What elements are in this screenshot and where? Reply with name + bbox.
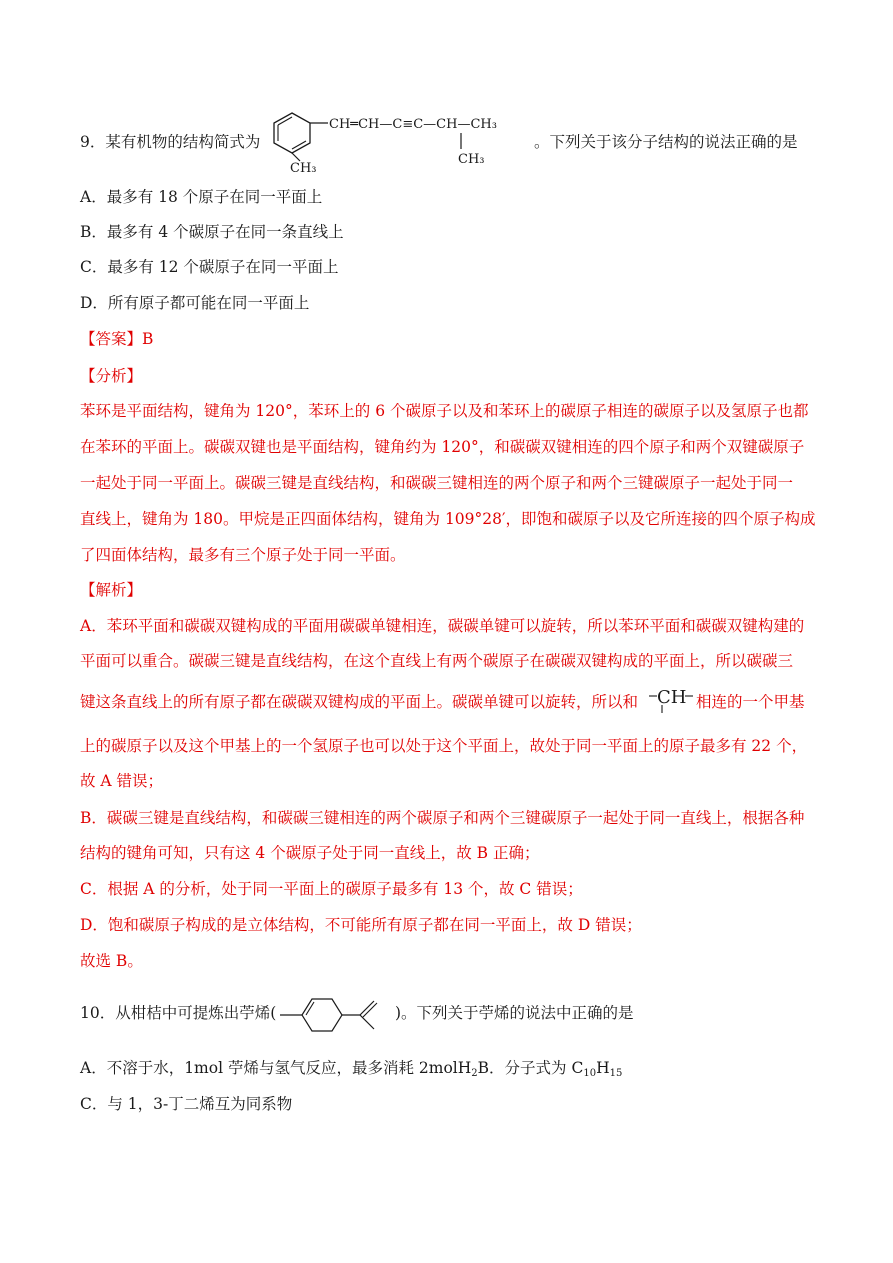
q10-option-a-sub: 2: [471, 1068, 478, 1079]
explanation-line: 故选 B。: [80, 952, 143, 970]
q10-option-c: C．与 1，3-丁二烯互为同系物: [80, 1095, 293, 1113]
q10-option-b: B．分子式为 C: [477, 1059, 584, 1077]
q9-option-a: A．最多有 18 个原子在同一平面上: [80, 188, 323, 206]
ring-methyl: CH₃: [290, 161, 317, 175]
explanation-line: D．饱和碳原子构成的是立体结构，不可能所有原子都在同一平面上，故 D 错误；: [80, 916, 642, 934]
analysis-line: 了四面体结构，最多有三个原子处于同一平面。: [80, 546, 406, 564]
answer-label: 【答案】: [80, 330, 143, 348]
explanation-line: C．根据 A 的分析，处于同一平面上的碳原子最多有 13 个，故 C 错误；: [80, 880, 583, 898]
limonene-structure: [278, 996, 390, 1038]
analysis-line: 在苯环的平面上。碳碳双键也是平面结构，键角约为 120°，和碳碳双键相连的四个原子和两个双键碳原子: [80, 438, 805, 456]
q10-options-ab: [80, 1058, 622, 1084]
q9-option-b: B．最多有 4 个碳原子在同一条直线上: [80, 223, 344, 241]
cyclohexene-ring: [302, 999, 342, 1031]
benzene-ring: [274, 113, 310, 153]
q9-structure-formula: [262, 103, 532, 179]
analysis-label: 【分析】: [80, 367, 143, 385]
q10-option-b-sub2: 15: [609, 1068, 623, 1079]
q9-option-c: C．最多有 12 个碳原子在同一平面上: [80, 258, 339, 276]
analysis-line: 苯环是平面结构，键角为 120°，苯环上的 6 个碳原子以及和苯环上的碳原子相连的碳原子以及氢原子也都: [80, 402, 809, 420]
chain-text: CH═CH—C≡C—CH—CH₃: [329, 117, 497, 132]
q10-option-a: A．不溶于水，1mol 苧烯与氢气反应，最多消耗 2molH: [80, 1059, 472, 1077]
q10-option-b-mid: H: [596, 1059, 610, 1077]
explanation-line: 平面可以重合。碳碳三键是直线结构，在这个直线上有两个碳原子在碳碳双键构成的平面上，所以碳碳三: [80, 652, 794, 670]
inline-ch-group: [647, 683, 697, 721]
answer-row: [80, 329, 153, 349]
q10-option-b-sub1: 10: [583, 1068, 597, 1079]
explanation-line: 故 A 错误；: [80, 772, 164, 790]
explanation-label: 【解析】: [80, 581, 143, 599]
q10-stem-suffix: )。下列关于苧烯的说法中正确的是: [395, 1004, 634, 1022]
explanation-line: 结构的键角可知，只有这 4 个碳原子处于同一直线上，故 B 正确；: [80, 844, 540, 862]
explanation-line: 键这条直线上的所有原子都在碳碳双键构成的平面上。碳碳单键可以旋转，所以和: [80, 693, 639, 711]
explanation-line: 上的碳原子以及这个甲基上的一个氢原子也可以处于这个平面上，故处于同一平面上的原子最多有 22 个，: [80, 737, 808, 755]
analysis-line: 一起处于同一平面上。碳碳三键是直线结构，和碳碳三键相连的两个原子和两个三键碳原子一起处于同一: [80, 474, 794, 492]
q9-stem-prefix: 9．某有机物的结构简式为: [80, 133, 261, 151]
ch-label: CH: [657, 687, 687, 708]
q9-stem-suffix: 。下列关于该分子结构的说法正确的是: [534, 133, 798, 151]
q10-stem-prefix: 10．从柑桔中可提炼出苧烯(: [80, 1004, 277, 1022]
explanation-line: A．苯环平面和碳碳双键构成的平面用碳碳单键相连，碳碳单键可以旋转，所以苯环平面和碳碳双键构建的: [80, 617, 805, 635]
explanation-line: B．碳碳三键是直线结构，和碳碳三键相连的两个碳原子和两个三键碳原子一起处于同一直线上，根据各种: [80, 809, 805, 827]
answer-value: B: [142, 330, 154, 348]
analysis-line: 直线上，键角为 180。甲烷是正四面体结构，键角为 109°28′，即饱和碳原子以及它所连接的四个原子构成: [80, 510, 816, 528]
explanation-line: 相连的一个甲基: [696, 693, 805, 711]
branch-methyl: CH₃: [458, 152, 485, 167]
q9-option-d: D．所有原子都可能在同一平面上: [80, 294, 310, 312]
